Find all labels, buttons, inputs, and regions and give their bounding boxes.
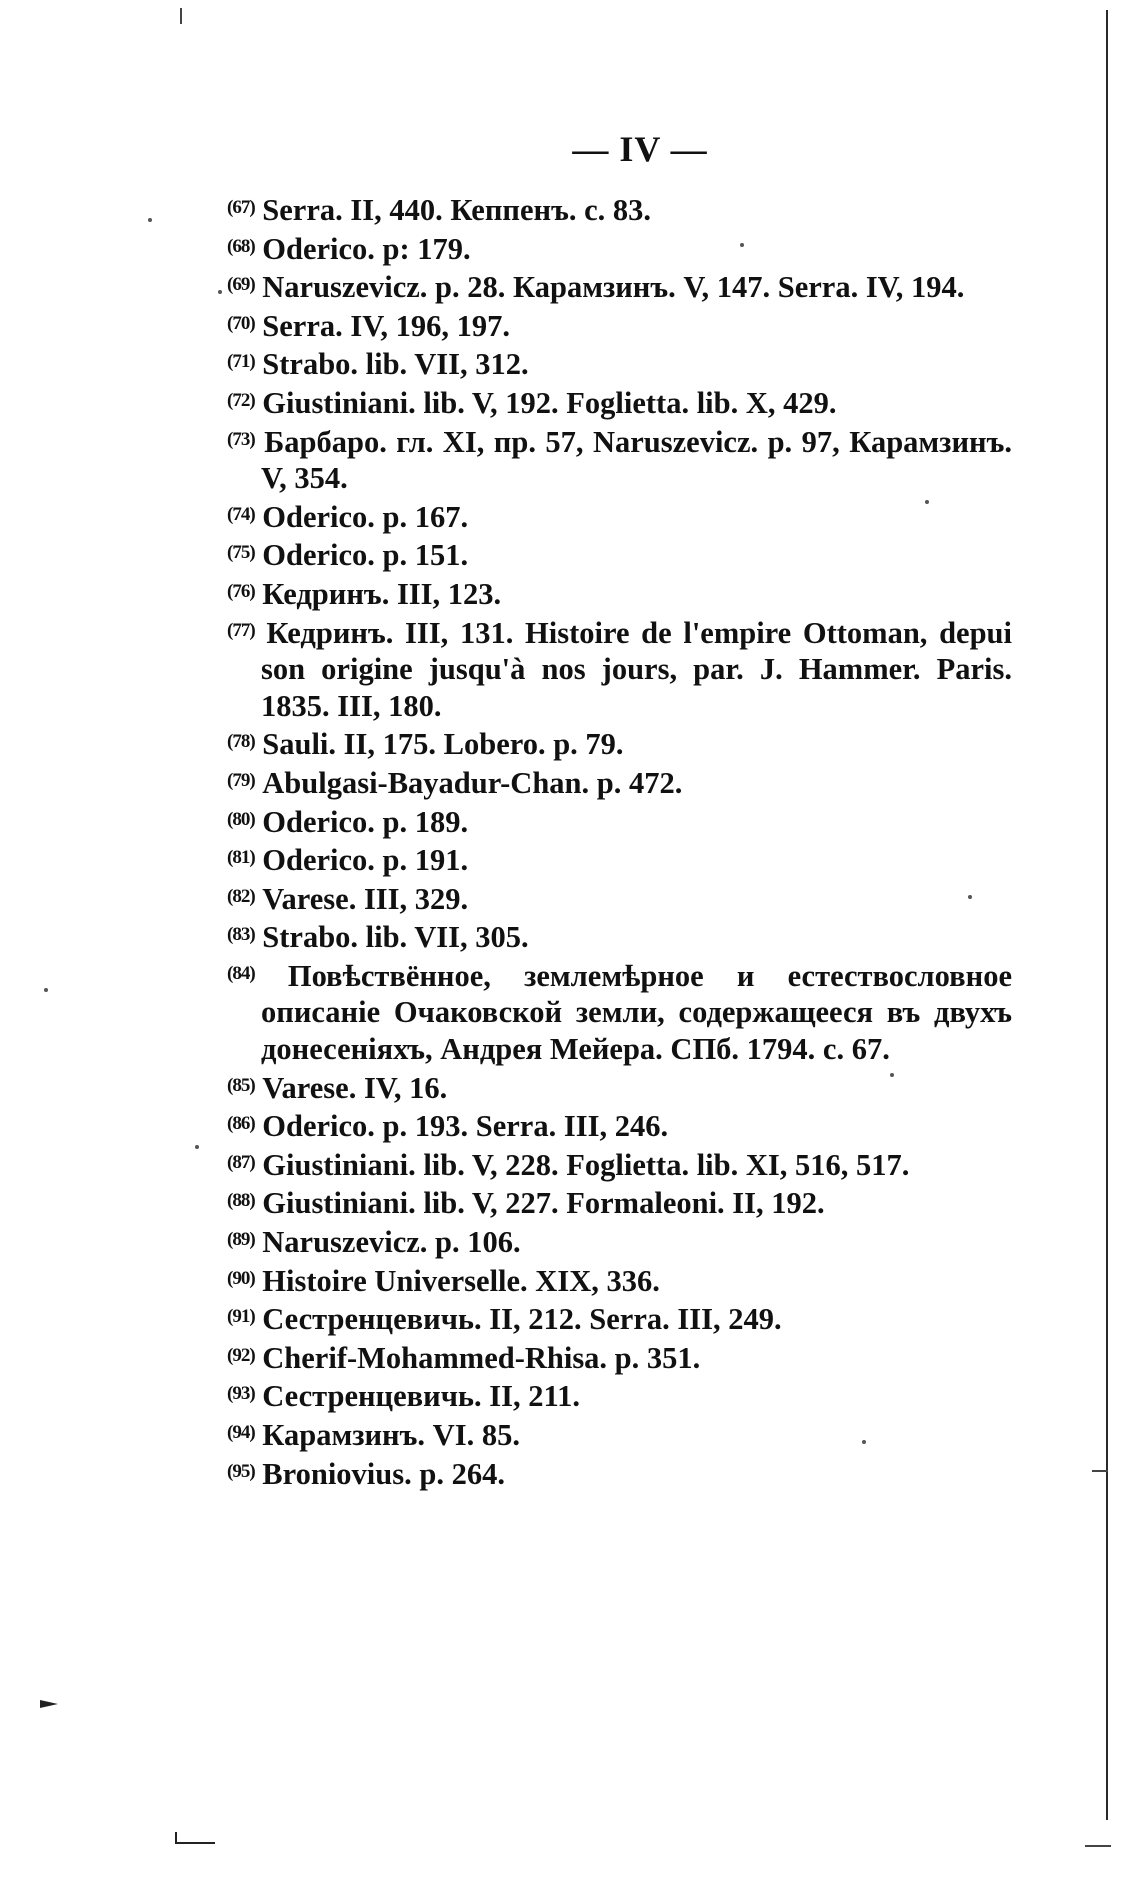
footnote-ref: (73) [227,428,255,450]
footnote-item [227,422,1012,497]
footnote-item [227,1222,1012,1261]
scan-edge-mark [1085,1845,1111,1847]
footnote-item [227,1183,1012,1222]
footnote-ref: (88) [227,1190,255,1212]
footnote-text: Giustiniani. lib. V, 227. Formaleoni. II, 192. [262,1186,825,1221]
footnote-item [227,1106,1012,1145]
footnote-ref: (71) [227,351,255,373]
footnote-ref: (92) [227,1344,255,1366]
footnote-text: Giustiniani. lib. V, 228. Foglietta. lib. XI, 516, 517. [262,1147,910,1182]
footnote-text: Сестренцевичь. II, 211. [262,1379,580,1414]
footnote-text: Кедринъ. III, 131. Histoire de l'empire Ottoman, depui son origine jusqu'à nos jours, par. J. Hammer. Paris. 1835. III, 180. [261,615,1012,723]
footnote-text: Карамзинъ. VI. 85. [262,1418,520,1452]
footnote-text: Naruszevicz. p. 106. [262,1225,521,1260]
footnote-item [227,190,1012,229]
footnote-item [227,344,1012,383]
footnote-text: Кедринъ. III, 123. [262,576,502,611]
footnote-item [227,383,1012,422]
footnote-ref: (75) [227,542,255,564]
footnote-text: Oderico. p: 179. [262,231,471,266]
scan-edge-mark [1092,1470,1108,1472]
footnote-ref: (68) [227,235,255,257]
footnote-ref: (85) [227,1074,255,1096]
footnote-text: Strabo. lib. VII, 312. [262,347,529,382]
footnote-text: Сестренцевичь. II, 212. Serra. III, 249. [262,1302,782,1337]
footnote-item [227,1376,1012,1415]
page-edge-rule [1106,10,1108,1820]
ink-speck [148,218,152,222]
footnote-item [227,802,1012,841]
footnote-ref: (78) [227,731,255,753]
page-number: — IV — [572,129,708,169]
margin-arrow-icon [40,1700,58,1708]
ink-speck [218,290,222,294]
footnote-ref: (67) [227,197,255,218]
footnote-ref: (79) [227,769,255,791]
footnote-ref: (69) [227,274,255,296]
footnote-item [227,229,1012,268]
footnote-item [227,879,1012,918]
footnote-text: Повѣствённое, землемѣрное и естествословное описаніе Очаковской земли, содержащееся въ двухъ донесеніяхъ, Андрея Мейера. СПб. 1794. с. 67. [261,958,1012,1067]
footnote-item [227,1145,1012,1184]
corner-crop-mark [175,1842,215,1844]
footnote-list [227,190,1012,1492]
footnote-ref: (70) [227,312,255,334]
ink-speck [195,1145,199,1149]
footnote-item [227,1261,1012,1300]
footnote-ref: (89) [227,1229,255,1251]
footnote-ref: (72) [227,389,255,411]
footnote-item [227,613,1012,725]
footnote-item [227,840,1012,879]
footnote-item [227,535,1012,574]
footnote-text: Oderico. p. 189. [262,804,469,839]
footnote-text: Varese. IV, 16. [262,1070,448,1105]
footnote-item [227,956,1012,1068]
footnote-ref: (74) [227,503,255,525]
footnote-item [227,306,1012,345]
footnote-text: Oderico. p. 167. [262,499,469,534]
footnote-text: Cherif-Mohammed-Rhisa. p. 351. [262,1340,701,1375]
footnote-text: Барбаро. гл. XI, пр. 57, Naruszevicz. p. 97, Карамзинъ. V, 354. [261,424,1012,496]
footnote-ref: (86) [227,1113,255,1135]
footnote-text: Naruszevicz. p. 28. Карамзинъ. V, 147. Serra. IV, 194. [262,270,965,305]
footnote-ref: (87) [227,1151,255,1173]
footnote-text: Serra. II, 440. Кеппенъ. с. 83. [262,193,652,227]
footnote-item [227,1415,1012,1454]
footnote-text: Sauli. II, 175. Lobero. p. 79. [262,727,624,762]
footnote-ref: (80) [227,808,255,830]
footnote-item [227,1338,1012,1377]
footnote-text: Strabo. lib. VII, 305. [262,920,529,955]
footnote-ref: (84) [227,962,255,984]
footnote-ref: (94) [227,1422,255,1443]
footnote-text: Oderico. p. 191. [262,843,469,878]
footnote-item [227,267,1012,306]
footnote-text: Abulgasi-Bayadur-Chan. p. 472. [262,765,683,800]
footnote-ref: (76) [227,580,255,602]
footnote-item [227,1454,1012,1493]
footnote-text: Oderico. p. 193. Serra. III, 246. [262,1109,669,1144]
footnote-text: Broniovius. p. 264. [262,1456,505,1491]
footnote-text: Giustiniani. lib. V, 192. Foglietta. lib. X, 429. [262,385,837,420]
footnote-item [227,574,1012,613]
footnote-item [227,763,1012,802]
footnote-item [227,724,1012,763]
footnote-ref: (90) [227,1267,255,1289]
footnote-item [227,497,1012,536]
footnote-ref: (91) [227,1306,255,1328]
footnote-ref: (82) [227,885,255,907]
scan-edge-mark [180,8,182,24]
ink-speck [44,988,48,992]
footnote-text: Histoire Universelle. XIX, 336. [262,1263,660,1298]
footnote-item [227,1068,1012,1107]
footnote-ref: (95) [227,1460,255,1482]
footnote-ref: (93) [227,1383,255,1405]
corner-crop-mark [175,1832,177,1844]
footnote-item [227,1299,1012,1338]
footnote-text: Varese. III, 329. [262,881,469,916]
footnote-item [227,917,1012,956]
footnote-text: Oderico. p. 151. [262,538,469,573]
footnote-ref: (81) [227,847,255,869]
footnote-text: Serra. IV, 196, 197. [262,308,510,343]
footnote-ref: (83) [227,924,255,946]
footnote-ref: (77) [227,619,255,641]
